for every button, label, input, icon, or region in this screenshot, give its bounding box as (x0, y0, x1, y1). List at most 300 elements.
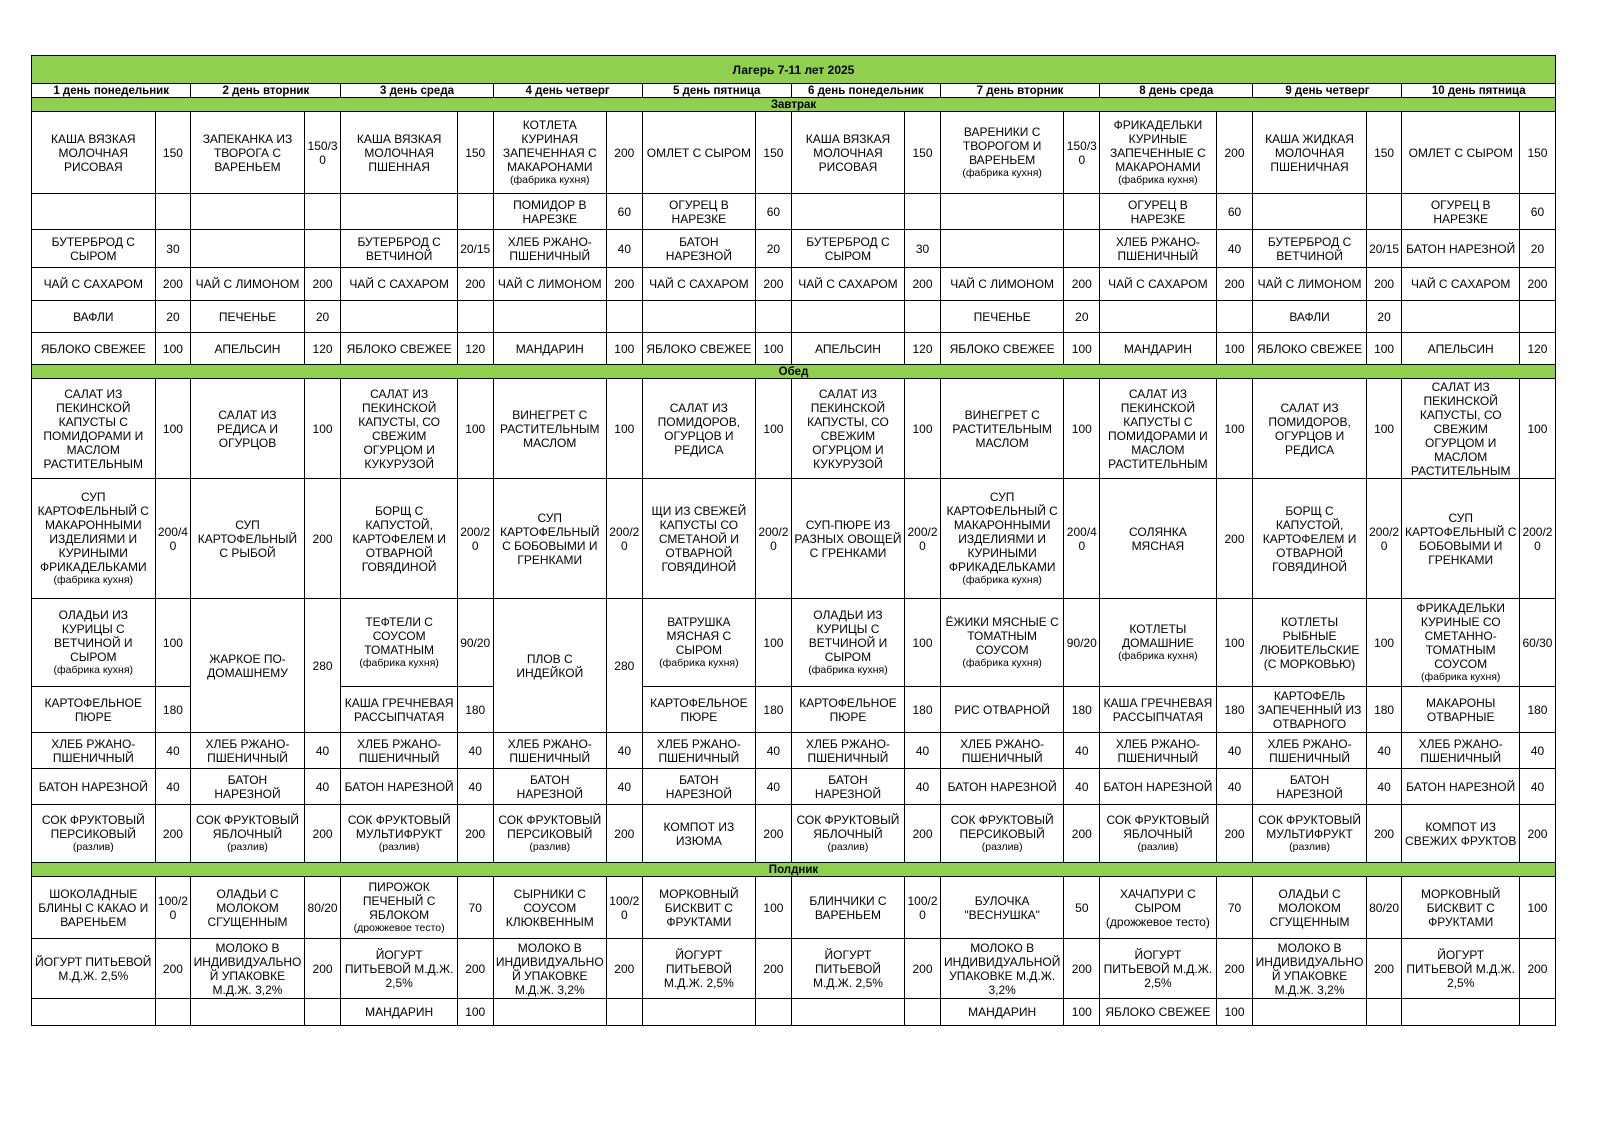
dish-portion: 60 (756, 194, 792, 230)
dish-name (1402, 687, 1519, 733)
dish-title: КАРТОФЕЛЬНОЕ ПЮРЕ (799, 695, 897, 724)
dish-portion (606, 999, 642, 1026)
dish-portion: 100 (1216, 599, 1253, 687)
dish-title: ЁЖИКИ МЯСНЫЕ С ТОМАТНЫМ СОУСОМ (945, 615, 1059, 657)
day-header: 3 день среда (341, 84, 493, 98)
dish-title: КАРТОФЕЛЬНОЕ ПЮРЕ (650, 695, 748, 724)
dish-portion: 20 (1519, 230, 1555, 268)
dish-title: ОМЛЕТ С СЫРОМ (1408, 145, 1513, 160)
day-header: 1 день понедельник (32, 84, 191, 98)
dish-name (493, 268, 606, 301)
dish-name (940, 479, 1064, 599)
dish-name (32, 769, 156, 805)
dish-portion: 180 (905, 687, 941, 733)
dish-note: (фабрика кухня) (962, 657, 1042, 669)
dish-portion: 200 (457, 268, 493, 301)
dish-name (1253, 268, 1366, 301)
dish-title: ВАТРУШКА МЯСНАЯ С СЫРОМ (666, 615, 732, 657)
dish-portion: 40 (1216, 733, 1253, 769)
dish-name (1402, 230, 1519, 268)
dish-portion: 100 (155, 599, 191, 687)
dish-title: КОМПОТ ИЗ СВЕЖИХ ФРУКТОВ (1405, 819, 1517, 848)
dish-portion: 200 (606, 939, 642, 999)
dish-name (32, 379, 156, 479)
title-row (32, 56, 1556, 84)
dish-title: МОЛОКО В ИНДИВИДУАЛЬНОЙ УПАКОВКЕ М.Д.Ж. 3,2% (193, 940, 302, 997)
dish-title: ОМЛЕТ С СЫРОМ (646, 145, 751, 160)
dish-name (791, 999, 904, 1026)
dish-portion: 100 (1366, 379, 1402, 479)
dish-name (493, 301, 606, 333)
dish-name (32, 805, 156, 863)
dish-portion: 70 (457, 877, 493, 939)
dish-title: СУП КАРТОФЕЛЬНЫЙ С МАКАРОННЫМИ ИЗДЕЛИЯМИ И КУРИНЫМИ ФРИКАДЕЛЬКАМИ (946, 490, 1058, 574)
dish-title: СУП КАРТОФЕЛЬНЫЙ С БОБОВЫМИ И ГРЕНКАМИ (1405, 510, 1517, 567)
dish-name (1100, 194, 1216, 230)
dish-title: БОРЩ С КАПУСТОЙ, КАРТОФЕЛЕМ И ОТВАРНОЙ ГОВЯДИНОЙ (1262, 503, 1357, 574)
dish-title: БАТОН НАРЕЗНОЙ (214, 772, 281, 801)
dish-portion: 60 (1216, 194, 1253, 230)
dish-name (642, 268, 755, 301)
dish-name (1402, 599, 1519, 687)
dish-title: МОЛОКО В ИНДИВИДУАЛЬНОЙ УПАКОВКЕ М.Д.Ж. 3,2% (495, 940, 604, 997)
dish-title: ХЛЕБ РЖАНО-ПШЕНИЧНЫЙ (51, 736, 136, 765)
dish-portion: 150/30 (304, 112, 341, 194)
dish-title: ХЛЕБ РЖАНО-ПШЕНИЧНЫЙ (507, 736, 592, 765)
dish-portion: 180 (155, 687, 191, 733)
dish-title: ТЕФТЕЛИ С СОУСОМ ТОМАТНЫМ (364, 615, 435, 657)
dish-title: ЧАЙ С САХАРОМ (1410, 277, 1511, 291)
dish-name (32, 479, 156, 599)
dish-portion: 120 (304, 333, 341, 365)
dish-name (791, 479, 904, 599)
section-title-breakfast: Завтрак (32, 98, 1556, 112)
dish-portion: 150 (1366, 112, 1402, 194)
dish-title: БУТЕРБРОД С ВЕТЧИНОЙ (357, 234, 441, 263)
section-title-lunch: Обед (32, 365, 1556, 379)
dish-name (791, 333, 904, 365)
dish-title: ВАФЛИ (1289, 309, 1330, 324)
dish-title: МОЛОКО В ИНДИВИДУАЛЬНОЙ УПАКОВКЕ М.Д.Ж. 3,2% (943, 940, 1061, 997)
dish-portion: 200 (1519, 268, 1555, 301)
day-header: 5 день пятница (642, 84, 791, 98)
dish-title: САЛАТ ИЗ ПЕКИНСКОЙ КАПУСТЫ С ПОМИДОРАМИ И МАСЛОМ РАСТИТЕЛЬНЫМ (1107, 386, 1208, 471)
dish-note: (фабрика кухня) (53, 574, 134, 586)
dish-title: ЙОГУРТ ПИТЬЕВОЙ М.Д.Ж. 2,5% (813, 947, 883, 990)
dish-portion: 180 (1216, 687, 1253, 733)
dish-title: САЛАТ ИЗ ПЕКИНСКОЙ КАПУСТЫ, СО СВЕЖИМ ОГУРЦОМ И КУКУРУЗОЙ (807, 386, 889, 471)
snack-row (32, 939, 1556, 999)
dish-name (642, 112, 755, 194)
dish-title: АПЕЛЬСИН (1427, 341, 1494, 356)
dish-note: (дрожжевое тесто) (353, 922, 445, 934)
dish-title: БАТОН НАРЕЗНОЙ (1406, 241, 1516, 256)
snack-row (32, 877, 1556, 939)
dish-portion: 100 (1064, 333, 1100, 365)
dish-portion (1366, 194, 1402, 230)
dish-title: БАТОН НАРЕЗНОЙ (665, 772, 733, 801)
dish-title: СОК ФРУКТОВЫЙ ЯБЛОЧНЫЙ (1106, 813, 1210, 841)
dish-name (32, 999, 156, 1026)
dish-portion: 40 (304, 733, 341, 769)
dish-portion: 40 (606, 733, 642, 769)
dish-title: БАТОН НАРЕЗНОЙ (665, 234, 733, 263)
dish-name (1253, 877, 1366, 939)
dish-name (341, 687, 457, 733)
dish-portion: 200/20 (457, 479, 493, 599)
dish-portion: 40 (1064, 769, 1100, 805)
dish-title: ПОМИДОР В НАРЕЗКЕ (513, 197, 587, 226)
dish-name (791, 687, 904, 733)
dish-note: (фабрика кухня) (659, 657, 739, 669)
dish-name (191, 333, 304, 365)
dish-title: МАКАРОНЫ ОТВАРНЫЕ (1426, 695, 1496, 724)
dish-portion: 200 (1216, 112, 1253, 194)
dish-title: МОРКОВНЫЙ БИСКВИТ С ФРУКТАМИ (1420, 886, 1501, 929)
dish-name (642, 230, 755, 268)
dish-portion: 100/20 (155, 877, 191, 939)
dish-portion: 200/20 (606, 479, 642, 599)
dish-name (32, 687, 156, 733)
dish-name (1253, 599, 1366, 687)
dish-name (493, 479, 606, 599)
dish-portion (155, 194, 191, 230)
dish-portion: 40 (905, 733, 941, 769)
dish-portion: 200 (155, 805, 191, 863)
dish-portion: 200 (304, 805, 341, 863)
dish-portion: 200 (304, 268, 341, 301)
dish-portion: 40 (1519, 733, 1555, 769)
day-header: 4 день четверг (493, 84, 642, 98)
dish-name (341, 733, 457, 769)
dish-note: (разлив) (1289, 841, 1330, 853)
dish-title: ЙОГУРТ ПИТЬЕВОЙ М.Д.Ж. 2,5% (663, 947, 734, 990)
dish-portion: 100 (905, 599, 941, 687)
dish-name (642, 479, 755, 599)
dish-title: ОГУРЕЦ В НАРЕЗКЕ (1128, 197, 1188, 226)
dish-title: ЧАЙ С САХАРОМ (43, 277, 144, 291)
lunch-row (32, 769, 1556, 805)
dish-name (1402, 479, 1519, 599)
dish-note: (разлив) (827, 841, 869, 853)
dish-title: ХЛЕБ РЖАНО-ПШЕНИЧНЫЙ (1418, 736, 1503, 765)
dish-portion (155, 999, 191, 1026)
dish-name (940, 379, 1064, 479)
dish-portion (1064, 230, 1100, 268)
dish-portion: 20 (155, 301, 191, 333)
dish-portion: 100 (606, 379, 642, 479)
dish-name (1402, 333, 1519, 365)
dish-title: СУП КАРТОФЕЛЬНЫЙ С РЫБОЙ (197, 517, 298, 560)
dish-portion: 100 (1064, 999, 1100, 1026)
dish-note: (фабрика кухня) (53, 664, 134, 676)
dish-portion: 200 (1519, 939, 1555, 999)
dish-portion: 200/40 (155, 479, 191, 599)
dish-portion: 200 (905, 805, 941, 863)
dish-name (341, 769, 457, 805)
dish-name (1253, 230, 1366, 268)
dish-title: БЛИНЧИКИ С ВАРЕНЬЕМ (809, 893, 887, 922)
dish-portion: 100 (304, 379, 341, 479)
dish-title: СУП-ПЮРЕ ИЗ РАЗНЫХ ОВОЩЕЙ С ГРЕНКАМИ (794, 517, 902, 560)
dish-title: ОЛАДЬИ ИЗ КУРИЦЫ С ВЕТЧИНОЙ И СЫРОМ (808, 608, 888, 664)
dish-portion (457, 194, 493, 230)
dish-portion (905, 194, 941, 230)
dish-portion (905, 301, 941, 333)
dish-name (940, 333, 1064, 365)
dish-title: СОК ФРУКТОВЫЙ МУЛЬТИФРУКТ (1258, 813, 1362, 841)
dish-portion: 100 (1216, 999, 1253, 1026)
dish-name (1253, 733, 1366, 769)
dish-title: ХЛЕБ РЖАНО-ПШЕНИЧНЫЙ (205, 736, 290, 765)
dish-portion: 100 (1519, 379, 1555, 479)
dish-name (191, 769, 304, 805)
dish-name (493, 805, 606, 863)
day-header: 7 день вторник (940, 84, 1099, 98)
dish-portion: 200 (155, 939, 191, 999)
dish-title: ЙОГУРТ ПИТЬЕВОЙ М.Д.Ж. 2,5% (1103, 947, 1213, 990)
dish-portion: 200 (1064, 805, 1100, 863)
dish-name (642, 733, 755, 769)
breakfast-row (32, 268, 1556, 301)
dish-portion: 200/20 (1519, 479, 1555, 599)
snack-row (32, 999, 1556, 1026)
dish-title: СОЛЯНКА МЯСНАЯ (1128, 524, 1187, 553)
dish-portion: 100 (905, 379, 941, 479)
dish-portion: 40 (1366, 733, 1402, 769)
dish-name (191, 599, 304, 733)
dish-portion: 40 (756, 769, 792, 805)
lunch-row (32, 479, 1556, 599)
dish-portion: 200/20 (756, 479, 792, 599)
dish-title: ВАФЛИ (73, 309, 114, 324)
dish-title: ХЛЕБ РЖАНО-ПШЕНИЧНЫЙ (507, 234, 592, 263)
dish-note: (фабрика кухня) (510, 174, 590, 186)
dish-portion: 200 (155, 268, 191, 301)
dish-portion: 20 (756, 230, 792, 268)
dish-title: МАНДАРИН (365, 1005, 434, 1019)
dish-title: САЛАТ ИЗ ПЕКИНСКОЙ КАПУСТЫ, СО СВЕЖИМ ОГУРЦОМ И МАСЛОМ РАСТИТЕЛЬНЫМ (1410, 379, 1511, 478)
dish-portion: 280 (606, 599, 642, 733)
dish-portion: 200/20 (1366, 479, 1402, 599)
dish-title: ЙОГУРТ ПИТЬЕВОЙ М.Д.Ж. 2,5% (35, 954, 152, 983)
dish-portion: 100 (1216, 379, 1253, 479)
section-row-lunch (32, 365, 1556, 379)
dish-title: РИС ОТВАРНОЙ (954, 702, 1050, 717)
dish-name (1402, 939, 1519, 999)
dish-title: ЧАЙ С САХАРОМ (1108, 277, 1208, 291)
dish-title: САЛАТ ИЗ ПОМИДОРОВ, ОГУРЦОВ И РЕДИСА (657, 400, 741, 457)
dish-name (642, 769, 755, 805)
dish-name (791, 599, 904, 687)
dish-title: БУТЕРБРОД С СЫРОМ (806, 234, 890, 263)
dish-name (1100, 769, 1216, 805)
dish-name (1253, 479, 1366, 599)
dish-portion: 180 (1366, 687, 1402, 733)
dish-title: КАРТОФЕЛЬ ЗАПЕЧЕННЫЙ ИЗ ОТВАРНОГО (1257, 688, 1362, 731)
dish-name (1402, 733, 1519, 769)
dish-title: САЛАТ ИЗ ПЕКИНСКОЙ КАПУСТЫ С ПОМИДОРАМИ И МАСЛОМ РАСТИТЕЛЬНЫМ (43, 386, 144, 471)
dish-portion: 150 (1519, 112, 1555, 194)
dish-title: КОТЛЕТЫ РЫБНЫЕ ЛЮБИТЕЛЬСКИЕ (С МОРКОВЬЮ) (1259, 614, 1360, 671)
dish-title: СУП КАРТОФЕЛЬНЫЙ С БОБОВЫМИ И ГРЕНКАМИ (500, 510, 600, 567)
dish-portion (1519, 301, 1555, 333)
dish-portion (304, 194, 341, 230)
dish-title: КАША ГРЕЧНЕВАЯ РАССЫПЧАТАЯ (1103, 695, 1213, 724)
dish-name (940, 194, 1064, 230)
dish-title: ПИРОЖОК ПЕЧЕНЫЙ С ЯБЛОКОМ (362, 880, 436, 922)
dish-title: ЯБЛОКО СВЕЖЕЕ (1257, 341, 1363, 356)
dish-name (791, 939, 904, 999)
dish-name (191, 194, 304, 230)
dish-portion (304, 230, 341, 268)
dish-name (493, 194, 606, 230)
lunch-row (32, 733, 1556, 769)
dish-title: ЧАЙ С САХАРОМ (649, 277, 749, 291)
dish-title: ХЛЕБ РЖАНО-ПШЕНИЧНЫЙ (1267, 736, 1352, 765)
dish-portion (1064, 194, 1100, 230)
breakfast-row (32, 230, 1556, 268)
day-header: 2 день вторник (191, 84, 341, 98)
dish-name (940, 599, 1064, 687)
dish-portion: 200/20 (905, 479, 941, 599)
dish-title: ПЛОВ С ИНДЕЙКОЙ (516, 651, 584, 680)
dish-portion: 200 (756, 939, 792, 999)
dish-title: ВИНЕГРЕТ С РАСТИТЕЛЬНЫМ МАСЛОМ (952, 407, 1052, 450)
dish-title: КОМПОТ ИЗ ИЗЮМА (663, 819, 735, 848)
dish-portion: 200 (606, 805, 642, 863)
dish-title: СОК ФРУКТОВЫЙ ЯБЛОЧНЫЙ (196, 813, 299, 841)
dish-portion (1216, 301, 1253, 333)
dish-portion: 200 (1519, 805, 1555, 863)
dish-title: ЯБЛОКО СВЕЖЕЕ (949, 341, 1055, 356)
dish-note: (фабрика кухня) (962, 167, 1042, 179)
dish-title: ЧАЙ С ЛИМОНОМ (497, 277, 602, 291)
dish-name (791, 379, 904, 479)
dish-name (791, 194, 904, 230)
dish-portion: 200 (606, 268, 642, 301)
dish-name (1253, 769, 1366, 805)
dish-name (1402, 112, 1519, 194)
dish-title: ХЛЕБ РЖАНО-ПШЕНИЧНЫЙ (357, 736, 442, 765)
dish-title: КАША ВЯЗКАЯ МОЛОЧНАЯ ПШЕННАЯ (356, 131, 442, 174)
dish-portion: 90/20 (457, 599, 493, 687)
dish-name (1100, 599, 1216, 687)
dish-portion: 40 (606, 769, 642, 805)
dish-portion: 40 (1064, 733, 1100, 769)
dish-name (642, 877, 755, 939)
dish-portion: 60/30 (1519, 599, 1555, 687)
dish-title: КОТЛЕТА КУРИНАЯ ЗАПЕЧЕННАЯ С МАКАРОНАМИ (502, 118, 597, 174)
dish-title: СУП КАРТОФЕЛЬНЫЙ С МАКАРОННЫМИ ИЗДЕЛИЯМИ И КУРИНЫМИ ФРИКАДЕЛЬКАМИ (37, 490, 149, 574)
dish-title: ЧАЙ С ЛИМОНОМ (1257, 277, 1362, 291)
dish-title: БАТОН НАРЕЗНОЙ (344, 779, 454, 794)
dish-name (940, 301, 1064, 333)
dish-title: САЛАТ ИЗ ПЕКИНСКОЙ КАПУСТЫ, СО СВЕЖИМ ОГУРЦОМ И КУКУРУЗОЙ (358, 386, 441, 471)
dish-title: ЯБЛОКО СВЕЖЕЕ (40, 341, 146, 356)
dish-name (1402, 268, 1519, 301)
dish-portion: 150 (756, 112, 792, 194)
dish-portion (606, 301, 642, 333)
day-header: 8 день среда (1100, 84, 1253, 98)
section-row-breakfast (32, 98, 1556, 112)
dish-name (1100, 687, 1216, 733)
dish-title: ЯБЛОКО СВЕЖЕЕ (646, 341, 752, 356)
dish-name (493, 999, 606, 1026)
dish-title: БАТОН НАРЕЗНОЙ (814, 772, 882, 801)
dish-name (1402, 877, 1519, 939)
dish-name (1100, 939, 1216, 999)
dish-name (791, 805, 904, 863)
dish-portion: 200 (304, 479, 341, 599)
dish-name (642, 687, 755, 733)
dish-title: БАТОН НАРЕЗНОЙ (516, 772, 583, 801)
dish-title: ХЛЕБ РЖАНО-ПШЕНИЧНЫЙ (1115, 736, 1200, 765)
dish-name (493, 112, 606, 194)
dish-title: ЖАРКОЕ ПО-ДОМАШНЕМУ (207, 651, 288, 680)
dish-portion (1519, 999, 1555, 1026)
dish-title: ЯБЛОКО СВЕЖЕЕ (1105, 1005, 1211, 1019)
dish-name (791, 112, 904, 194)
dish-name (1253, 379, 1366, 479)
dish-portion: 200 (606, 112, 642, 194)
dish-name (493, 599, 606, 733)
dish-title: ХЛЕБ РЖАНО-ПШЕНИЧНЫЙ (1115, 234, 1200, 263)
breakfast-row (32, 301, 1556, 333)
dish-note: (фабрика кухня) (962, 574, 1042, 586)
dish-name (1253, 805, 1366, 863)
dish-portion: 200 (756, 805, 792, 863)
dish-title: КАРТОФЕЛЬНОЕ ПЮРЕ (44, 695, 143, 724)
dish-title: МАНДАРИН (968, 1005, 1037, 1019)
dish-title: БУТЕРБРОД С ВЕТЧИНОЙ (1267, 234, 1352, 263)
dish-title: ОЛАДЬИ С МОЛОКОМ СГУЩЕННЫМ (207, 886, 288, 929)
dish-name (341, 112, 457, 194)
dish-name (940, 112, 1064, 194)
dish-portion: 150/30 (1064, 112, 1100, 194)
dish-name (493, 379, 606, 479)
dish-name (940, 769, 1064, 805)
dish-name (191, 379, 304, 479)
dish-portion: 120 (457, 333, 493, 365)
dish-portion: 90/20 (1064, 599, 1100, 687)
dish-name (32, 194, 156, 230)
dish-name (191, 733, 304, 769)
dish-note: (разлив) (227, 841, 268, 853)
dish-portion: 200 (1216, 479, 1253, 599)
dish-portion: 200 (1366, 939, 1402, 999)
dish-name (1100, 333, 1216, 365)
dish-note: (разлив) (529, 841, 571, 853)
dish-name (940, 939, 1064, 999)
dish-portion: 80/20 (304, 877, 341, 939)
dish-note: (фабрика кухня) (808, 664, 888, 676)
dish-name (791, 301, 904, 333)
dish-name (1402, 194, 1519, 230)
dish-name (1253, 939, 1366, 999)
dish-title: ХЛЕБ РЖАНО-ПШЕНИЧНЫЙ (805, 736, 890, 765)
dish-title: БОРЩ С КАПУСТОЙ, КАРТОФЕЛЕМ И ОТВАРНОЙ ГОВЯДИНОЙ (352, 503, 446, 574)
dish-portion: 200 (1366, 268, 1402, 301)
dish-name (1100, 479, 1216, 599)
dish-portion: 100 (155, 379, 191, 479)
dish-portion: 100 (457, 999, 493, 1026)
dish-name (32, 112, 156, 194)
dish-name (191, 999, 304, 1026)
dish-name (1253, 333, 1366, 365)
dish-title: БАТОН НАРЕЗНОЙ (947, 779, 1057, 794)
dish-title: МАНДАРИН (1123, 341, 1192, 356)
